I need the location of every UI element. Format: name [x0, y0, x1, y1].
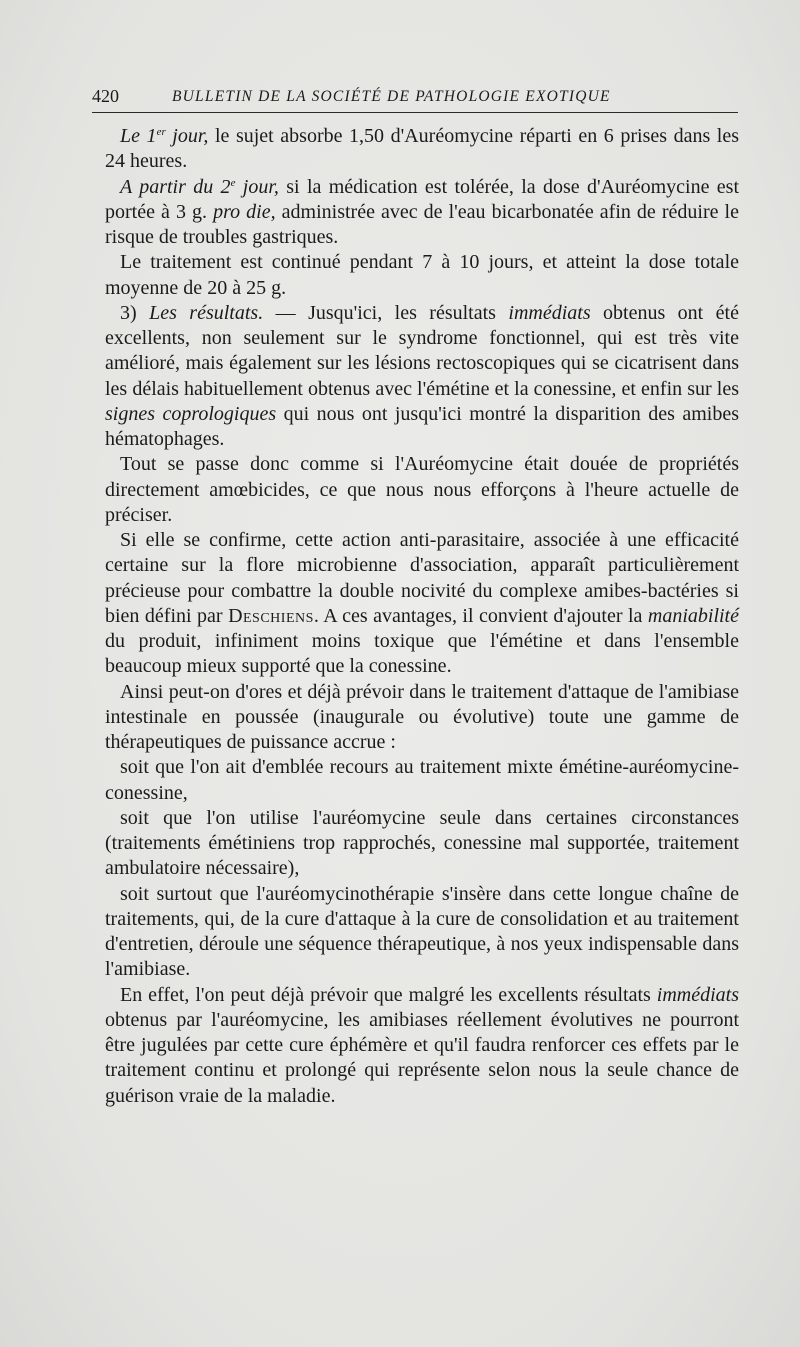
paragraph-therapeutic-range: Ainsi peut-on d'ores et déjà prévoir dans le traitement d'attaque de l'amibiase intestinale en poussée (inaugurale ou évolutive) toute une gamme de thérapeutiques de puissance accrue :: [105, 680, 739, 753]
page-header: [92, 82, 738, 113]
paragraph-conclusion: En effet, l'on peut déjà prévoir que malgré les excellents résultats immédiats obtenus par l'auréomycine, les amibiases réellement évolutives ne pourront être jugulées par cette cure éphémère et qu'il faudra renforcer ces effets par le traitement continu et prolongé qui représente selon nous la seule chance de guérison vraie de la maladie.: [105, 983, 739, 1107]
paragraph-option-alone: soit que l'on utilise l'auréomycine seule dans certaines circonstances (traitements émétiniens trop rapprochés, conessine mal supportée, traitement ambulatoire nécessaire),: [105, 806, 739, 880]
paragraph-results: 3) Les résultats. — Jusqu'ici, les résultats immédiats obtenus ont été excellents, non seulement sur le syndrome fonctionnel, qui est très vite amélioré, mais également sur les lésions rectoscopiques qui se cicatrisent dans les délais habituellement obtenus avec l'émétine et la conessine, et enfin sur les signes coprologiques qui nous ont jusqu'ici montré la disparition des amibes hématophages.: [105, 301, 739, 450]
paragraph-confirmation: Si elle se confirme, cette action anti-parasitaire, associée à une efficacité certaine sur la flore microbienne d'association, apparaît particulièrement précieuse pour combattre la double nocivité du complexe amibes-bactéries si bien défini par Deschiens. A ces avantages, il convient d'ajouter la maniabilité du produit, infiniment moins toxique que l'émétine et dans l'ensemble beaucoup mieux supporté que la conessine.: [105, 529, 739, 678]
author-name: Deschiens: [228, 604, 314, 627]
paragraph-first-day: Le 1er jour, le sujet absorbe 1,50 d'Auréomycine réparti en 6 prises dans les 24 heures.: [105, 125, 740, 173]
second-day-lead: A partir du 2e jour,: [120, 175, 279, 198]
results-heading: Les résultats.: [149, 301, 264, 324]
page-number: 420: [92, 86, 119, 106]
paragraph-second-day: A partir du 2e jour, si la médication est tolérée, la dose d'Auréomycine est portée à 3 g. pro die, administrée avec de l'eau bicarbonatée afin de réduire le risque de troubles gastriques.: [105, 175, 739, 248]
paragraph-amoebicidal: Tout se passe donc comme si l'Auréomycine était douée de propriétés directement amœbicides, ce que nous nous efforçons à l'heure actuelle de préciser.: [105, 453, 739, 526]
paragraph-treatment-duration: Le traitement est continué pendant 7 à 10 jours, et atteint la dose totale moyenne de 20 à 25 g.: [105, 251, 739, 299]
first-day-lead: Le 1er jour,: [120, 125, 209, 147]
article-body: [105, 124, 739, 1109]
paragraph-option-mixed: soit que l'on ait d'emblée recours au traitement mixte émétine-auréomycine-conessine,: [105, 756, 739, 804]
running-title: BULLETIN DE LA SOCIÉTÉ DE PATHOLOGIE EXOTIQUE: [172, 88, 611, 105]
paragraph-option-chain: soit surtout que l'auréomycinothérapie s'insère dans cette longue chaîne de traitements, qui, de la cure d'attaque à la cure de consolidation et au traitement d'entretien, déroule une séquence thérapeutique, à nos yeux indispensable dans l'amibiase.: [105, 882, 739, 981]
